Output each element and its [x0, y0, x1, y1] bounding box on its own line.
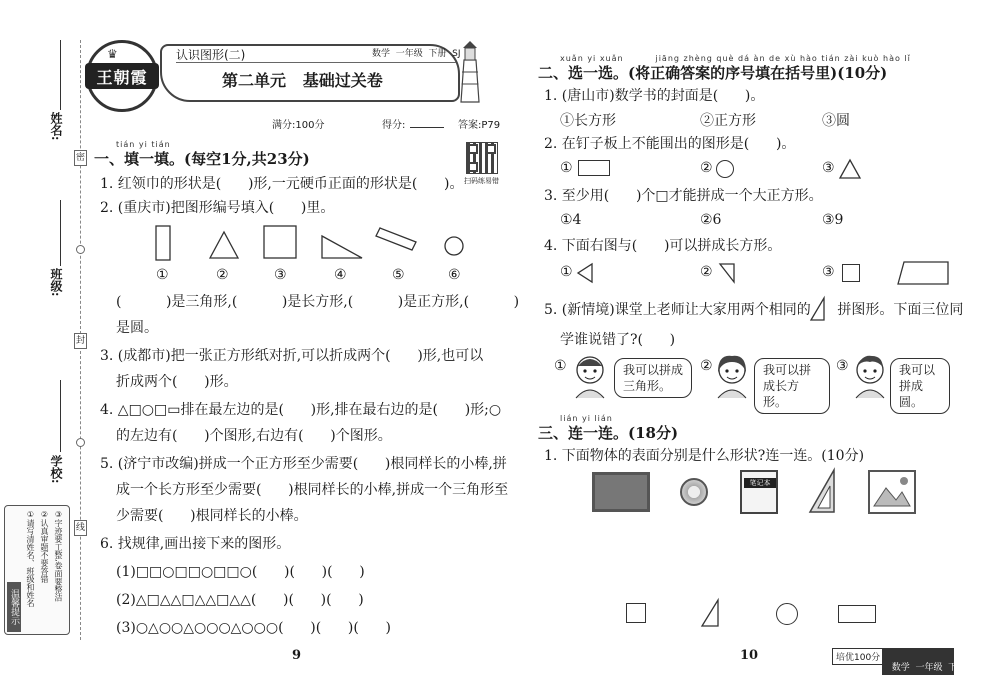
q2-label-4: ④ — [334, 267, 347, 283]
r3-option-3[interactable]: ③9 — [822, 212, 844, 228]
q6-row-3: (3)○△○○△○○○△○○○( )( )( ) — [116, 620, 391, 636]
girl-avatar-icon — [712, 352, 752, 398]
score-blank — [410, 127, 444, 128]
r4-option-2[interactable]: ② — [700, 264, 713, 280]
c-question-1: 1. 下面物体的表面分别是什么形状?连一连。(10分) — [544, 448, 865, 464]
speech-bubble-1: 我可以拼成三角形。 — [614, 358, 692, 398]
section1-title: 一、填一填。(每空1分,共23分) — [94, 150, 310, 168]
section2-pinyin: xuǎn yi xuǎn jiāng zhèng què dá àn de xù hào tián zài kuò hào lǐ — [560, 54, 911, 63]
name-line — [60, 40, 61, 110]
r4-option-3[interactable]: ③ — [822, 264, 835, 280]
tips-title: 温馨提示 — [7, 582, 21, 632]
qr-code[interactable] — [466, 142, 498, 174]
subject-meta: 数学 一年级 下册 SJ — [372, 49, 461, 59]
left-page-number: 9 — [292, 648, 302, 663]
q2-shapes — [140, 222, 480, 266]
triangle-shape — [210, 232, 238, 258]
tip-3: ③字迹要工整,卷面要整洁 — [54, 510, 63, 602]
r4-right-triangle-shape — [718, 262, 738, 284]
r3-option-2[interactable]: ②6 — [700, 212, 722, 228]
section3-title: 三、连一连。(18分) — [538, 424, 679, 442]
crown-icon: ♛ — [107, 47, 118, 61]
circle-shape — [445, 237, 463, 255]
r-question-4: 4. 下面右图与( )可以拼成长方形。 — [544, 238, 782, 254]
class-label: 班级: — [49, 268, 63, 297]
q2-label-6: ⑥ — [448, 267, 461, 283]
q2-fill-line-a: ( )是三角形,( )是长方形,( )是正方形,( ) — [116, 294, 520, 310]
question-5-line-a: 5. (济宁市改编)拼成一个正方形至少需要( )根同样长的小棒,拼 — [100, 456, 507, 472]
r-question-5-line-a: 5. (新情境)课堂上老师让大家用两个相同的 拼图形。下面三位同 — [544, 302, 964, 318]
r4-trapezoid-shape — [896, 260, 950, 286]
tip-2: ②认真审题不要答错 — [40, 510, 49, 583]
section2-title: 二、选一选。(将正确答案的序号填在括号里)(10分) — [538, 64, 888, 82]
r2-circle-shape — [716, 160, 734, 178]
school-label: 学校: — [49, 455, 63, 484]
target-rectangle-shape[interactable] — [838, 605, 876, 623]
r-question-5-line-b: 学谁说错了?( ) — [560, 332, 676, 348]
lighthouse-icon — [456, 40, 484, 104]
header-rule — [176, 62, 456, 63]
qr-caption: 扫码练易错 — [464, 177, 499, 185]
question-4-line-b: 的左边有( )个图形,右边有( )个图形。 — [116, 428, 392, 444]
footer-badge: 培优100分 — [832, 648, 884, 665]
question-5-line-b: 成一个长方形至少需要( )根同样长的小棒,拼成一个三角形至 — [116, 482, 509, 498]
tip-1: ①请写清姓名、班级和姓名 — [26, 510, 35, 607]
r2-option-1[interactable]: ① — [560, 160, 573, 176]
q2-label-5: ⑤ — [392, 267, 405, 283]
seal-mark-3: 线 — [74, 520, 87, 536]
r-question-3: 3. 至少用( )个□才能拼成一个大正方形。 — [544, 188, 823, 204]
framed-picture-image[interactable] — [868, 470, 916, 514]
r5-student-2-number[interactable]: ② — [700, 358, 713, 374]
r2-option-3[interactable]: ③ — [822, 160, 835, 176]
q2-label-3: ③ — [274, 267, 287, 283]
coin-image[interactable] — [680, 478, 708, 506]
question-3-line-a: 3. (成都市)把一张正方形纸对折,可以折成两个( )形,也可以 — [100, 348, 484, 364]
notebook-label: 笔记本 — [744, 478, 776, 488]
section3-pinyin: lián yi lián — [560, 414, 613, 423]
seal-mark-2: 封 — [74, 333, 87, 349]
target-triangle-shape[interactable] — [700, 598, 722, 628]
binding-dot-1 — [76, 245, 85, 254]
r-question-1: 1. (唐山市)数学书的封面是( )。 — [544, 88, 765, 104]
set-square-image[interactable] — [808, 468, 838, 514]
school-line — [60, 380, 61, 452]
target-circle-shape[interactable] — [776, 603, 798, 625]
q2-label-1: ① — [156, 267, 169, 283]
r5-student-3-number[interactable]: ③ — [836, 358, 849, 374]
target-square-shape[interactable] — [626, 603, 646, 623]
r-question-2: 2. 在钉子板上不能围出的图形是( )。 — [544, 136, 796, 152]
r2-option-2[interactable]: ② — [700, 160, 713, 176]
full-score: 满分:100分 — [272, 120, 325, 131]
r1-option-2[interactable]: ②正方形 — [700, 113, 756, 129]
lesson-title: 认识图形(二) — [176, 48, 246, 62]
q2-fill-line-b: 是圆。 — [116, 320, 158, 336]
r2-rectangle-shape — [578, 160, 610, 176]
question-5-line-c: 少需要( )根同样长的小棒。 — [116, 508, 308, 524]
speech-bubble-2: 我可以拼成长方形。 — [754, 358, 830, 414]
footer-meta: 数学 一年级 下册 SJ — [882, 648, 954, 675]
question-1: 1. 红领巾的形状是( )形,一元硬币正面的形状是( )。 — [100, 176, 464, 192]
r1-option-3[interactable]: ③圆 — [822, 113, 850, 129]
square-shape — [264, 226, 296, 258]
q6-row-2: (2)△□△△□△△□△△( )( )( ) — [116, 592, 364, 608]
q2-label-2: ② — [216, 267, 229, 283]
r5-triangle-shape — [808, 296, 828, 322]
answer-page: 答案:P79 — [458, 120, 501, 131]
score-label: 得分: — [382, 120, 406, 131]
r2-triangle-shape — [838, 158, 862, 180]
binding-sidebar — [0, 0, 88, 694]
name-label: 姓名: — [49, 112, 63, 141]
logo-badge — [86, 40, 158, 112]
page-title: 第二单元 基础过关卷 — [222, 71, 383, 90]
r5-student-1-number[interactable]: ① — [554, 358, 567, 374]
tall-rectangle-shape — [156, 226, 170, 260]
question-4-line-a: 4. △□○□▭排在最左边的是( )形,排在最右边的是( )形;○ — [100, 402, 502, 418]
right-page-number: 10 — [740, 648, 759, 663]
section1-pinyin: tián yi tián — [116, 140, 171, 149]
speech-bubble-3: 我可以拼成圆。 — [890, 358, 950, 414]
tips-box — [4, 505, 70, 635]
class-line — [60, 200, 61, 266]
binding-dot-2 — [76, 438, 85, 447]
boy-avatar-icon — [570, 352, 610, 398]
right-triangle-shape — [322, 236, 362, 258]
notebook-image[interactable] — [740, 470, 778, 514]
q6-row-1: (1)□□○□□○□□○( )( )( ) — [116, 564, 365, 580]
tilted-rectangle-shape — [376, 228, 416, 250]
question-2: 2. (重庆市)把图形编号填入( )里。 — [100, 200, 335, 216]
r4-thin-triangle-shape — [576, 262, 596, 284]
boy2-avatar-icon — [850, 352, 890, 398]
question-3-line-b: 折成两个( )形。 — [116, 374, 238, 390]
r4-option-1[interactable]: ① — [560, 264, 573, 280]
blackboard-image[interactable] — [592, 472, 650, 512]
r1-option-1[interactable]: ①长方形 — [560, 113, 616, 129]
logo-text: 王朝霞 — [96, 68, 148, 87]
seal-mark-1: 密 — [74, 150, 87, 166]
question-6: 6. 找规律,画出接下来的图形。 — [100, 536, 291, 552]
r3-option-1[interactable]: ①4 — [560, 212, 582, 228]
r4-square-shape — [842, 264, 860, 282]
